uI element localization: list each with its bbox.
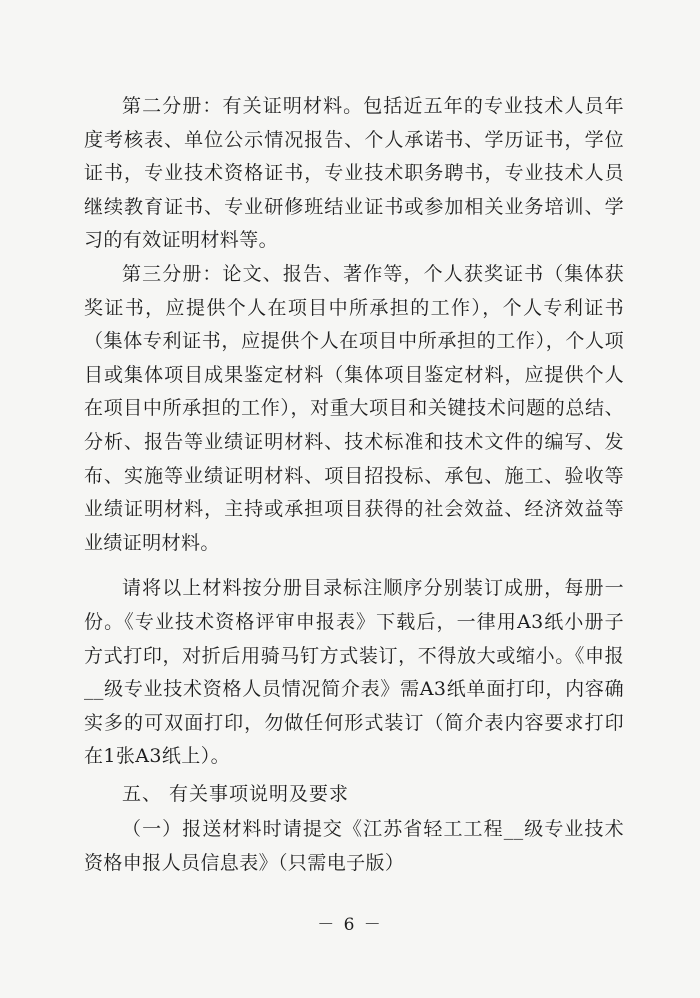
page-number: － 6 －	[317, 915, 383, 935]
paragraph-binding-instructions: 请将以上材料按分册目录标注顺序分别装订成册，每册一份。《专业技术资格评审申报表》下载后，一律用A3纸小册子方式打印，对折后用骑马钉方式装订，不得放大或缩小。《申报__级专业技术资格人员情况简介表》需A3纸单面打印，内容确实多的可双面打印，勿做任何形式装订（简介表内容要求打印在1张A3纸上）。	[84, 577, 624, 768]
section-item-1: （一）报送材料时请提交《江苏省轻工工程__级专业技术资格申报人员信息表》（只需电子版）	[84, 818, 624, 875]
paragraph-third-volume: 第三分册：论文、报告、著作等，个人获奖证书（集体获奖证书，应提供个人在项目中所承担的工作），个人专利证书（集体专利证书，应提供个人在项目中所承担的工作），个人项目或集体项目成果鉴定材料（集体项目鉴定材料，应提供个人在项目中所承担的工作），对重大项目和关键技术问题的总结、分析、报告等业绩证明材料、技术标准和技术文件的编写、发布、实施等业绩证明材料、项目招投标、承包、施工、验收等业绩证明材料，主持或承担项目获得的社会效益、经济效益等业绩证明材料。	[84, 262, 624, 554]
document-body	[84, 90, 624, 881]
section-heading: 五、 有关事项说明及要求	[122, 782, 350, 805]
paragraph-second-volume: 第二分册：有关证明材料。包括近五年的专业技术人员年度考核表、单位公示情况报告、个人承诺书、学历证书，学位证书，专业技术资格证书，专业技术职务聘书，专业技术人员继续教育证书、专业研修班结业证书或参加相关业务培训、学习的有效证明材料等。	[84, 95, 624, 252]
